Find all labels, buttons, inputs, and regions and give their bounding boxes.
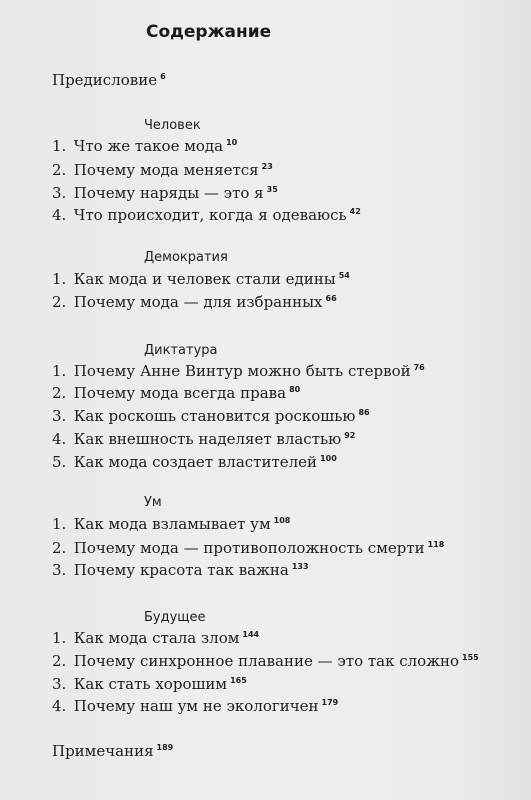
toc-entry [52,561,309,579]
toc-page-number: 35 [266,185,278,194]
section-heading: Диктатура [144,343,218,358]
toc-entry [52,652,479,670]
toc-entry-number: 1. [52,362,67,380]
toc-entry-number: 3. [52,184,67,202]
toc-entry-label: Как мода и человек стали едины [73,270,336,288]
toc-entry-number: 4. [52,206,67,224]
toc-page-number: 179 [321,698,339,707]
toc-entry-label: Почему мода — для избранных [73,293,323,311]
section-heading: Человек [144,118,201,133]
toc-page-number: 80 [289,385,301,394]
toc-entry [52,430,355,448]
toc-entry-label: Что происходит, когда я одеваюсь [73,206,347,224]
toc-entry-label: Как стать хорошим [73,675,228,693]
section-heading: Ум [144,495,162,510]
toc-page-number: 144 [242,630,260,639]
toc-page-number: 86 [358,408,370,417]
toc-page-number: 76 [413,363,425,372]
section-heading: Демократия [144,250,228,265]
toc-entry-number: 3. [52,407,67,425]
toc-page-number: 10 [226,138,238,147]
toc-entry [52,515,290,533]
toc-page-number: 54 [338,271,350,280]
toc-page-number: 100 [320,454,337,463]
toc-page-number: 133 [291,562,309,571]
toc-entry-label: Почему мода меняется [73,161,259,179]
toc-entry-label: Почему Анне Винтур можно быть стервой [73,362,411,380]
toc-entry-number: 1. [52,270,67,288]
toc-preface [52,71,166,89]
toc-entry [52,270,350,288]
toc-page-number: 189 [156,743,174,752]
toc-entry-number: 4. [52,697,67,715]
toc-page-number: 155 [462,653,479,662]
toc-entry [52,293,337,311]
toc-entry-number: 2. [52,161,67,179]
toc-page-number: 108 [273,516,291,525]
toc-entry [52,362,425,380]
toc-entry-number: 2. [52,652,67,670]
toc-entry-label: Как мода взламывает ум [73,515,271,533]
toc-entry-label: Почему синхронное плавание — это так сложно [73,652,460,670]
toc-page-number: 42 [349,207,361,216]
toc-entry-number: 5. [52,453,67,471]
toc-page-number: 92 [344,431,356,440]
toc-entry [52,407,370,425]
toc-entry-number: 1. [52,515,67,533]
toc-entry [52,629,259,647]
toc-entry-label: Почему наш ум не экологичен [73,697,319,715]
toc-page-number: 23 [261,162,273,171]
toc-page-number: 165 [230,676,247,685]
page-title: Содержание [146,22,272,42]
toc-entry-number: 3. [52,675,67,693]
toc-entry-label: Почему мода — противоположность смерти [73,539,425,557]
toc-entry-number: 2. [52,539,67,557]
toc-entry-label: Как мода создает властителей [73,453,318,471]
toc-entry [52,384,300,402]
toc-entry-number: 2. [52,293,67,311]
toc-entry [52,206,361,224]
toc-entry [52,539,444,557]
toc-entry-label: Что же такое мода [73,137,224,155]
toc-entry [52,453,337,471]
toc-entry-label: Примечания [52,742,154,760]
toc-page-number: 6 [160,72,166,81]
toc-entry-label: Как внешность наделяет властью [73,430,342,448]
toc-entry-label: Как мода стала злом [73,629,240,647]
toc-entry-number: 2. [52,384,67,402]
toc-notes [52,742,173,760]
toc-entry [52,137,237,155]
section-heading: Будущее [144,610,206,625]
toc-page-number: 66 [325,294,337,303]
toc-entry-label: Почему наряды — это я [73,184,264,202]
toc-entry-label: Почему мода всегда права [73,384,287,402]
toc-entry [52,697,338,715]
toc-entry-number: 3. [52,561,67,579]
toc-entry-number: 1. [52,137,67,155]
toc-entry-label: Как роскошь становится роскошью [73,407,356,425]
toc-page-number: 118 [427,540,445,549]
toc-entry [52,184,278,202]
toc-entry-number: 4. [52,430,67,448]
toc-entry-label: Почему красота так важна [73,561,289,579]
toc-entry-number: 1. [52,629,67,647]
toc-entry [52,161,273,179]
toc-entry [52,675,247,693]
toc-entry-label: Предисловие [52,71,158,89]
